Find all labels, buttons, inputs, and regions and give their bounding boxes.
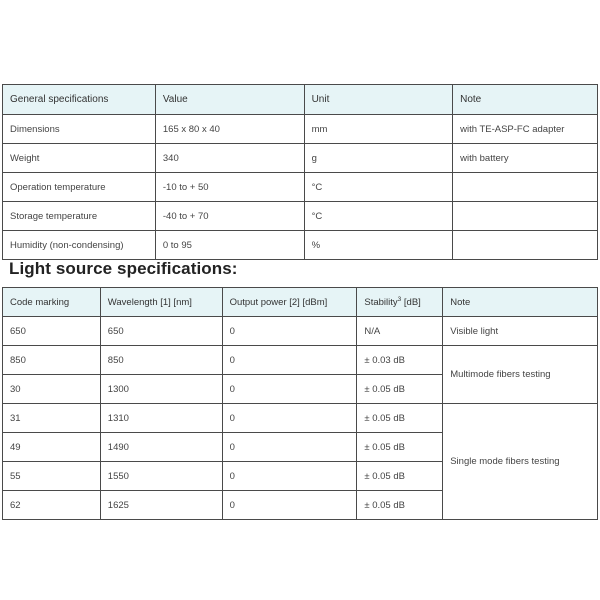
cell-note (453, 173, 598, 202)
cell-code: 850 (3, 346, 101, 375)
cell-output-power: 0 (222, 433, 357, 462)
cell-wavelength: 1625 (100, 491, 222, 520)
cell-stability: ± 0.05 dB (357, 404, 443, 433)
cell-value: 0 to 95 (155, 231, 304, 260)
table-row (3, 202, 598, 231)
cell-output-power: 0 (222, 404, 357, 433)
cell-value: 165 x 80 x 40 (155, 115, 304, 144)
cell-unit: % (304, 231, 453, 260)
cell-code: 62 (3, 491, 101, 520)
cell-code: 55 (3, 462, 101, 491)
header-wavelength: Wavelength [1] [nm] (100, 288, 222, 317)
header-value: Value (155, 85, 304, 115)
cell-output-power: 0 (222, 462, 357, 491)
cell-code: 49 (3, 433, 101, 462)
header-stability (357, 288, 443, 317)
table-row (3, 317, 598, 346)
header-note: Note (453, 85, 598, 115)
cell-note: Multimode fibers testing (443, 346, 598, 404)
table-header-row (3, 85, 598, 115)
cell-note (453, 231, 598, 260)
cell-value: 340 (155, 144, 304, 173)
table-row (3, 346, 598, 375)
table-row (3, 231, 598, 260)
general-specifications-table (2, 84, 598, 260)
cell-wavelength: 1490 (100, 433, 222, 462)
cell-output-power: 0 (222, 346, 357, 375)
header-code-marking: Code marking (3, 288, 101, 317)
header-unit: Unit (304, 85, 453, 115)
cell-note: with battery (453, 144, 598, 173)
cell-wavelength: 1550 (100, 462, 222, 491)
cell-value: -10 to + 50 (155, 173, 304, 202)
cell-stability: ± 0.05 dB (357, 433, 443, 462)
cell-code: 650 (3, 317, 101, 346)
cell-note: Single mode fibers testing (443, 404, 598, 520)
cell-unit: g (304, 144, 453, 173)
cell-output-power: 0 (222, 491, 357, 520)
table-row (3, 173, 598, 202)
cell-output-power: 0 (222, 375, 357, 404)
cell-stability: ± 0.05 dB (357, 462, 443, 491)
cell-note: with TE-ASP-FC adapter (453, 115, 598, 144)
cell-parameter: Humidity (non-condensing) (3, 231, 156, 260)
cell-unit: °C (304, 202, 453, 231)
cell-stability: N/A (357, 317, 443, 346)
table-row (3, 404, 598, 433)
header-note: Note (443, 288, 598, 317)
table-header-row (3, 288, 598, 317)
cell-stability: ± 0.05 dB (357, 491, 443, 520)
cell-parameter: Weight (3, 144, 156, 173)
cell-output-power: 0 (222, 317, 357, 346)
cell-stability: ± 0.03 dB (357, 346, 443, 375)
cell-parameter: Storage temperature (3, 202, 156, 231)
table-row (3, 115, 598, 144)
cell-value: -40 to + 70 (155, 202, 304, 231)
cell-code: 31 (3, 404, 101, 433)
header-stability-unit: [dB] (401, 296, 421, 308)
cell-parameter: Operation temperature (3, 173, 156, 202)
header-output-power: Output power [2] [dBm] (222, 288, 357, 317)
footnote-marker: 3 (397, 295, 402, 303)
cell-note (453, 202, 598, 231)
cell-code: 30 (3, 375, 101, 404)
cell-wavelength: 650 (100, 317, 222, 346)
table-row (3, 144, 598, 173)
cell-parameter: Dimensions (3, 115, 156, 144)
cell-stability: ± 0.05 dB (357, 375, 443, 404)
cell-note: Visible light (443, 317, 598, 346)
header-stability-label: Stability (364, 296, 398, 308)
cell-wavelength: 850 (100, 346, 222, 375)
section-title: Light source specifications: (9, 259, 238, 278)
header-general-specifications: General specifications (3, 85, 156, 115)
cell-wavelength: 1310 (100, 404, 222, 433)
light-source-specifications-table (2, 287, 598, 520)
cell-unit: °C (304, 173, 453, 202)
cell-unit: mm (304, 115, 453, 144)
cell-wavelength: 1300 (100, 375, 222, 404)
